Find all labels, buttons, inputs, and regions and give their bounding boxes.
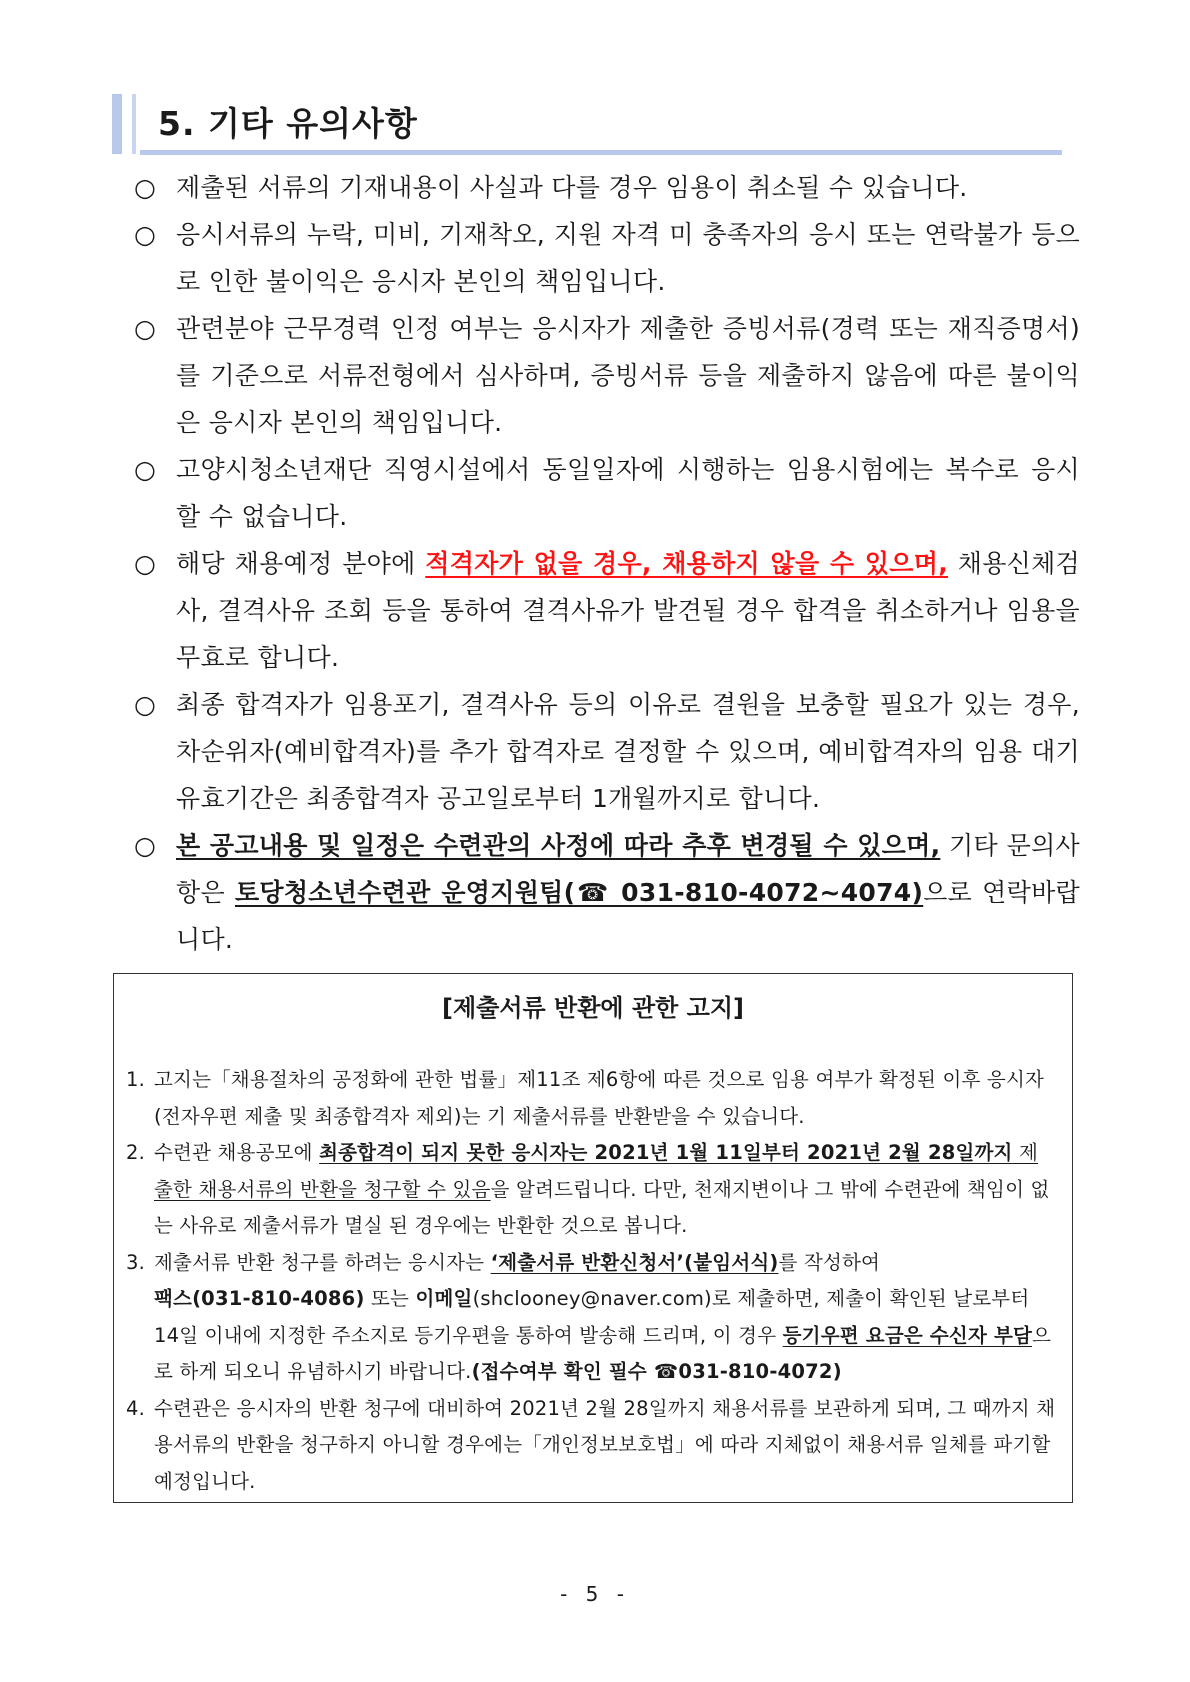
notice-text: 고지는「채용절차의 공정화에 관한 법률」제11조 제6항에 따른 것으로 임용 여부가 확정된 이후 응시자(전자우편 제출 및 최종합격자 제외)는 기 제출서류를 반환받을 수 있습니다. — [154, 1068, 1045, 1128]
notice-text: 수련관 채용공모에 — [154, 1141, 320, 1164]
notice-text: 로 제출하면, 제출이 확인된 날로부터 14일 이내에 지정한 주소지로 등기우편을 통하여 발송해 드리며, 이 경우 — [154, 1287, 1030, 1347]
notice-number: 4. — [126, 1396, 146, 1420]
notice-text: 수련관은 응시자의 반환 청구에 대비하여 2021년 2월 28일까지 채용서류를 보관하게 되며, 그 때까지 채용서류의 반환을 청구하지 아니할 경우에는「개인정보보호법」에 따라 지체없이 채용서류 일체를 파기할 예정입니다. — [154, 1396, 1056, 1493]
notice-number: 1. — [126, 1068, 146, 1091]
notice-text: 를 작성하여 — [778, 1250, 881, 1274]
notice-text: 제출서류 반환 청구를 하려는 응시자는 — [154, 1250, 491, 1274]
list-item — [134, 822, 1080, 963]
list-item — [134, 164, 1080, 211]
notice-item — [126, 1391, 1056, 1501]
notice-title: [제출서류 반환에 관한 고지] — [441, 994, 745, 1022]
notice-box — [113, 973, 1073, 1503]
notice-item — [126, 1245, 1056, 1391]
notice-emphasis: 최종합격이 되지 못한 응시자는 2021년 1월 11일부터 2021년 2월 28일까지 — [319, 1141, 1013, 1164]
confirmation-note: (접수여부 확인 필수 ☎031-810-4072) — [471, 1360, 842, 1383]
notice-text: 을 알려드립니다. 다만, 천재지변이나 그 밖에 수련관에 책임이 없는 사유로 제출서류가 멸실 된 경우에는 반환한 것으로 봅니다. — [154, 1177, 1050, 1237]
section-header — [112, 94, 1062, 156]
notice-list — [126, 1062, 1056, 1500]
page-number: - 5 - — [560, 1582, 630, 1606]
item-text: 채용신체검사, 결격사유 조회 등을 통하여 결격사유가 발견될 경우 합격을 취소하거나 임용을 무효로 합니다. — [176, 549, 1081, 672]
item-text: 관련분야 근무경력 인정 여부는 응시자가 제출한 증빙서류(경력 또는 재직증명서)를 기준으로 서류전형에서 심사하며, 증빙서류 등을 제출하지 않음에 따른 불이익은 응시자 본인의 책임입니다. — [176, 314, 1080, 437]
highlighted-warning: 적격자가 없을 경우, 채용하지 않을 수 있으며, — [425, 549, 949, 578]
notice-text: 또는 — [364, 1287, 416, 1310]
emphasized-text: 본 공고내용 및 일정은 수련관의 사정에 따라 추후 변경될 수 있으며, — [176, 831, 941, 860]
contact-info: 토당청소년수련관 운영지원팀(☎ 031-810-4072~4074) — [234, 878, 924, 907]
header-accent-bar — [112, 94, 122, 154]
circle-bullet-icon: ○ — [134, 173, 157, 202]
item-text: 고양시청소년재단 직영시설에서 동일일자에 시행하는 임용시험에는 복수로 응시할 수 없습니다. — [176, 455, 1080, 531]
list-item — [134, 446, 1080, 540]
postage-note: 등기우편 요금은 수신자 부담 — [782, 1323, 1033, 1347]
notice-item — [126, 1135, 1056, 1245]
list-item — [134, 211, 1080, 305]
header-underline — [140, 150, 1062, 155]
list-item — [134, 305, 1080, 446]
circle-bullet-icon: ○ — [134, 831, 157, 860]
item-text: 해당 채용예정 분야에 — [176, 549, 426, 578]
circle-bullet-icon: ○ — [134, 314, 157, 343]
notice-underline: 제출한 채용서류의 반환을 청구할 수 있음 — [154, 1141, 1039, 1201]
list-item — [134, 681, 1080, 822]
email-label: 이메일 — [415, 1287, 473, 1310]
circle-bullet-icon: ○ — [134, 549, 157, 578]
header-accent-line — [132, 94, 136, 154]
email-address: (shclooney@naver.com) — [472, 1287, 712, 1310]
circle-bullet-icon: ○ — [134, 455, 157, 484]
item-text: 기타 문의사항은 — [176, 831, 1080, 907]
item-text: 제출된 서류의 기재내용이 사실과 다를 경우 임용이 취소될 수 있습니다. — [176, 173, 968, 202]
notice-number: 3. — [126, 1250, 146, 1274]
notes-list — [134, 164, 1080, 963]
notice-text: 으로 하게 되오니 유념하시기 바랍니다. — [154, 1323, 1052, 1383]
item-text: 최종 합격자가 임용포기, 결격사유 등의 이유로 결원을 보충할 필요가 있는 경우, 차순위자(예비합격자)를 추가 합격자로 결정할 수 있으며, 예비합격자의 임용 대기 유효기간은 최종합격자 공고일로부터 1개월까지로 합니다. — [176, 690, 1080, 813]
section-title: 5. 기타 유의사항 — [158, 104, 418, 143]
form-name: ‘제출서류 반환신청서’(붙임서식) — [490, 1250, 779, 1274]
notice-number: 2. — [126, 1141, 146, 1164]
notice-item — [126, 1062, 1056, 1135]
circle-bullet-icon: ○ — [134, 220, 157, 249]
list-item — [134, 540, 1080, 681]
circle-bullet-icon: ○ — [134, 690, 157, 719]
fax-number: 팩스(031-810-4086) — [154, 1287, 365, 1310]
item-text: 으로 연락바랍니다. — [176, 878, 1080, 954]
item-text: 응시서류의 누락, 미비, 기재착오, 지원 자격 미 충족자의 응시 또는 연락불가 등으로 인한 불이익은 응시자 본인의 책임입니다. — [176, 220, 1080, 296]
